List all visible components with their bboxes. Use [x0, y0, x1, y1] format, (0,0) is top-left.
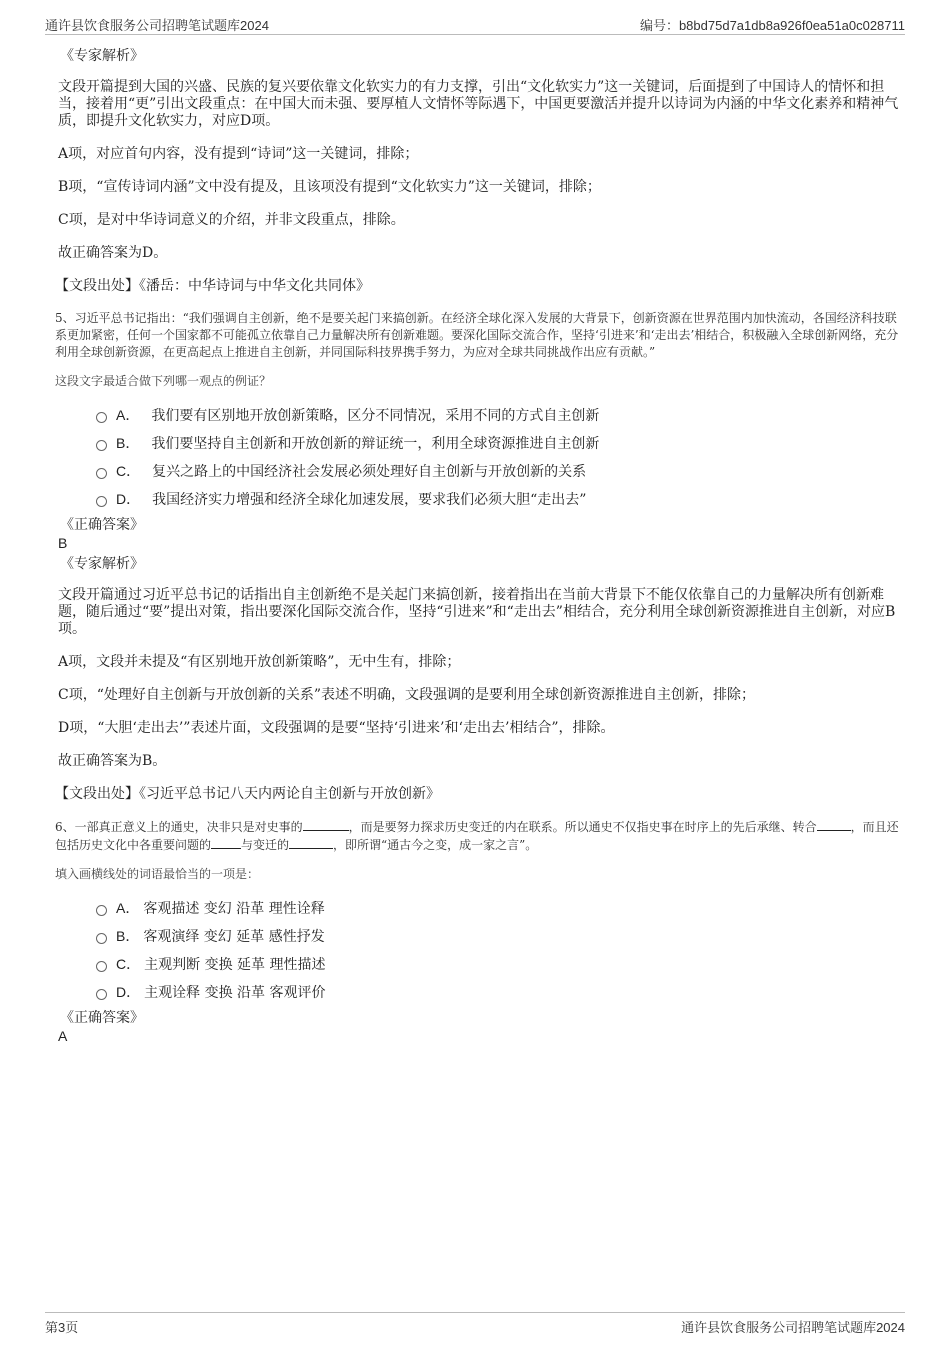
question-6-stem	[55, 818, 900, 854]
question-5-prompt: 这段文字最适合做下列哪一观点的例证？	[55, 374, 272, 388]
option-text: 客观描述 变幻 沿革 理性诠释	[143, 901, 325, 917]
radio-icon[interactable]	[96, 961, 107, 972]
option-letter: D．	[116, 984, 141, 1000]
serial-label: 编号：	[639, 18, 679, 33]
option-letter: C．	[116, 463, 141, 479]
option-c[interactable]	[96, 457, 900, 485]
answer-label: 《正确答案》	[60, 517, 144, 533]
question-5-stem: 5、习近平总书记指出：“我们强调自主创新，绝不是要关起门来搞创新。在经济全球化深入发展的大背景下，创新资源在世界范围内加快流动，各国经济科技联系更加紧密，任何一个国家都不可能孤立依靠自己力量解决所有创新难题。要深化国际交流合作，坚持‘引进来’和‘走出去’相结合，积极融入全球创新网络，充分利用全球创新资源，在更高起点上推进自主创新，并同国际科技界携手努力，为应对全球共同挑战作出应有贡献。”	[55, 311, 899, 359]
option-letter: A．	[116, 407, 140, 423]
analysis-note-c: C项，“处理好自主创新与开放创新的关系”表述不明确，文段强调的是要利用全球创新资源推进自主创新，排除；	[58, 687, 756, 703]
header-serial	[640, 15, 905, 34]
analysis-note-a: A项，文段并未提及“有区别地开放创新策略”，无中生有，排除；	[58, 654, 461, 670]
stem-part: ，即所谓“通古今之变，成一家之言”。	[333, 838, 538, 852]
option-c[interactable]	[96, 950, 900, 978]
option-letter: D．	[116, 491, 141, 507]
radio-icon[interactable]	[96, 468, 107, 479]
footer-title: 通许县饮食服务公司招聘笔试题库2024	[681, 1320, 905, 1335]
stem-part: 与变迁的	[241, 838, 290, 852]
analysis-note-d: D项，“大胆‘走出去’”表述片面，文段强调的是要“坚持‘引进来’和‘走出去’相结合”，排除。	[58, 720, 615, 736]
blank-3	[211, 836, 241, 849]
option-text: 我们要坚持自主创新和开放创新的辩证统一，利用全球资源推进自主创新	[151, 436, 600, 452]
header-title: 通许县饮食服务公司招聘笔试题库2024	[45, 18, 269, 33]
option-b[interactable]	[96, 429, 900, 457]
analysis-conclusion: 故正确答案为D。	[58, 245, 168, 261]
question-6-prompt: 填入画横线处的词语最恰当的一项是：	[55, 867, 260, 881]
analysis-note-b: B项，“宣传诗词内涵”文中没有提及，且该项没有提到“文化软实力”这一关键词，排除；	[58, 179, 601, 195]
stem-part: 6、一部真正意义上的通史，决非只是对史事的	[55, 820, 303, 834]
document-body	[55, 46, 900, 1045]
analysis-label: 《专家解析》	[60, 48, 144, 64]
blank-2	[817, 818, 851, 831]
option-a[interactable]	[96, 894, 900, 922]
radio-icon[interactable]	[96, 412, 107, 423]
option-text: 主观判断 变换 延革 理性描述	[144, 957, 326, 973]
stem-part: ，而是要努力探求历史变迁的内在联系。所以通史不仅指史事在时序上的先后承继、转合	[348, 820, 817, 834]
option-letter: B．	[116, 435, 140, 451]
analysis-paragraph: 文段开篇提到大国的兴盛、民族的复兴要依靠文化软实力的有力支撑，引出“文化软实力”这一关键词，后面提到了中国诗人的情怀和担当，接着用“更”引出文段重点：在中国大而未强、要厚植人文情怀等际遇下，中国更要激活并提升以诗词为内涵的中华文化素养和精神气质，即提升文化软实力，对应D项。	[58, 79, 899, 129]
radio-icon[interactable]	[96, 496, 107, 507]
blank-4	[289, 836, 333, 849]
option-d[interactable]	[96, 485, 900, 513]
serial-number: b8bd75d7a1db8a926f0ea51a0c028711	[678, 18, 905, 33]
page-number: 第3页	[45, 1320, 79, 1335]
radio-icon[interactable]	[96, 933, 107, 944]
option-text: 我们要有区别地开放创新策略，区分不同情况，采用不同的方式自主创新	[151, 408, 600, 424]
answer-label: 《正确答案》	[60, 1010, 144, 1026]
option-b[interactable]	[96, 922, 900, 950]
source-citation: 【文段出处】《潘岳：中华诗词与中华文化共同体》	[55, 278, 370, 294]
analysis-paragraph: 文段开篇通过习近平总书记的话指出自主创新绝不是关起门来搞创新，接着指出在当前大背景下不能仅依靠自己的力量解决所有创新难题，随后通过“要”提出对策，指出要深化国际交流合作，坚持“引进来”和“走出去”相结合，充分利用全球创新资源推进自主创新，对应B项。	[58, 587, 896, 637]
analysis-label: 《专家解析》	[60, 556, 144, 572]
option-letter: A．	[116, 900, 140, 916]
page-footer	[45, 1312, 905, 1335]
option-text: 主观诠释 变换 沿革 客观评价	[144, 985, 326, 1001]
source-citation: 【文段出处】《习近平总书记八天内两论自主创新与开放创新》	[55, 786, 440, 802]
analysis-note-a: A项，对应首句内容，没有提到“诗词”这一关键词，排除；	[58, 146, 419, 162]
option-d[interactable]	[96, 978, 900, 1006]
radio-icon[interactable]	[96, 440, 107, 451]
option-a[interactable]	[96, 401, 900, 429]
radio-icon[interactable]	[96, 989, 107, 1000]
question-6-options	[96, 894, 900, 1006]
analysis-conclusion: 故正确答案为B。	[58, 753, 167, 769]
question-5-options	[96, 401, 900, 513]
answer-value: A	[58, 1028, 68, 1044]
option-text: 客观演绎 变幻 延革 感性抒发	[143, 929, 325, 945]
radio-icon[interactable]	[96, 905, 107, 916]
stem-part: ，而且还包括历史文化中各重要问题的	[55, 820, 899, 852]
page-header	[45, 12, 905, 35]
blank-1	[303, 818, 349, 831]
option-text: 复兴之路上的中国经济社会发展必须处理好自主创新与开放创新的关系	[152, 464, 587, 480]
option-letter: B．	[116, 928, 140, 944]
option-letter: C．	[116, 956, 141, 972]
option-text: 我国经济实力增强和经济全球化加速发展，要求我们必须大胆“走出去”	[152, 492, 587, 508]
analysis-note-c: C项，是对中华诗词意义的介绍，并非文段重点，排除。	[58, 212, 405, 228]
answer-value: B	[58, 535, 68, 551]
